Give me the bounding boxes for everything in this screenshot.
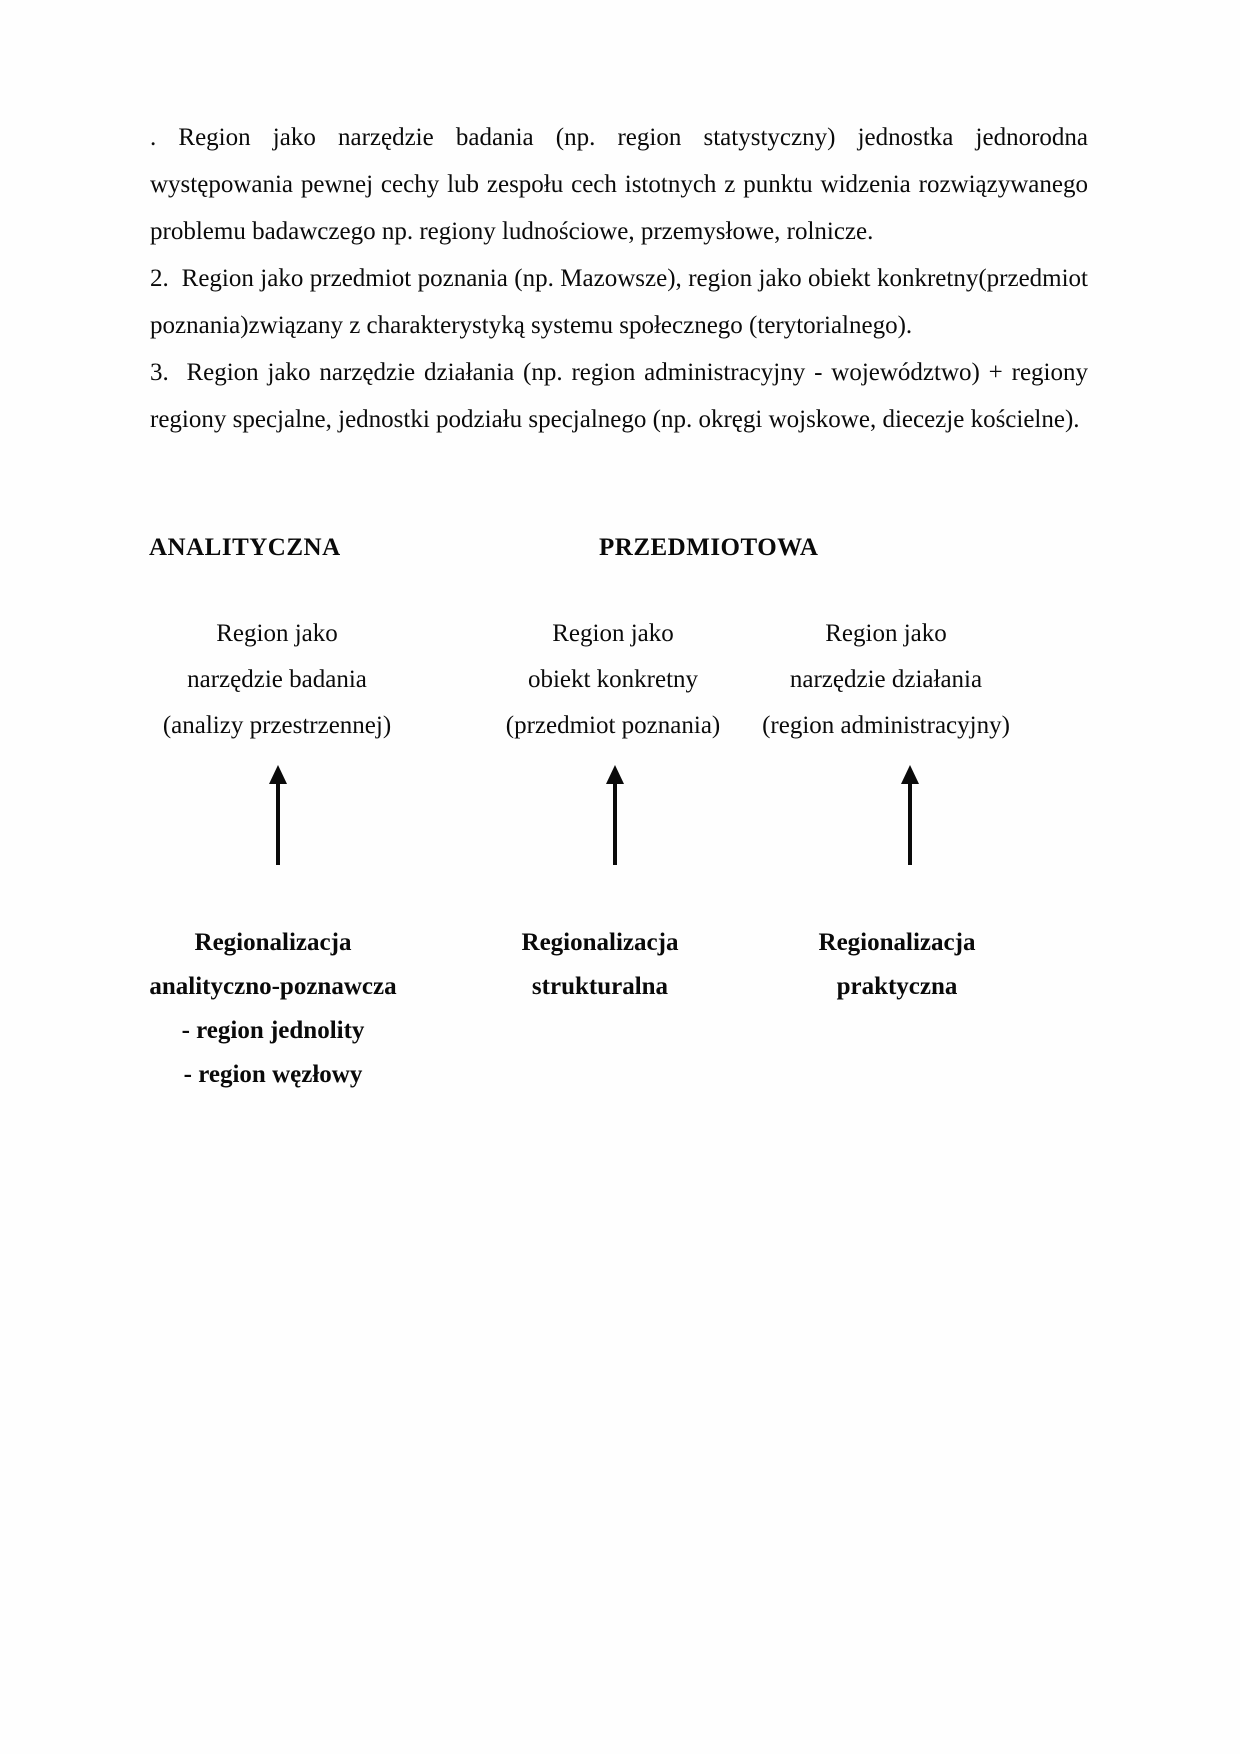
regionalization-column-practical bbox=[707, 921, 1087, 1009]
regionalization-column-analytic-cognitive bbox=[83, 921, 463, 1097]
concept-line: narzędzie badania bbox=[187, 666, 367, 693]
heading-analityczna: ANALITYCZNA bbox=[149, 534, 341, 561]
arrow-shaft bbox=[908, 784, 912, 865]
concept-column-action-tool bbox=[716, 611, 1056, 749]
regionalization-line: Regionalizacja bbox=[818, 929, 976, 956]
paragraph-region-as-object-of-cognition: 2. Region jako przedmiot poznania (np. Mazowsze), region jako obiekt konkretny(przedmiot poznania)związany z charakterystyką systemu społecznego (terytorialnego). bbox=[150, 265, 1088, 339]
regionalization-line: Regionalizacja bbox=[521, 929, 679, 956]
concept-line: (region administracyjny) bbox=[762, 712, 1010, 739]
regionalization-line: strukturalna bbox=[531, 973, 669, 1000]
arrow-head bbox=[901, 765, 919, 784]
paragraph-region-as-research-tool: . Region jako narzędzie badania (np. region statystyczny) jednostka jednorodna występowania pewnej cechy lub zespołu cech istotnych z punktu widzenia rozwiązywanego problemu badawczego np. regiony ludnościowe, przemysłowe, rolnicze. bbox=[150, 124, 1088, 245]
concept-column-research-tool bbox=[107, 611, 447, 749]
concept-line: Region jako bbox=[552, 620, 674, 647]
concept-line: Region jako bbox=[825, 620, 947, 647]
intro-text-block bbox=[150, 114, 1088, 443]
concept-line: (analizy przestrzennej) bbox=[162, 712, 392, 739]
up-arrow-icon bbox=[606, 765, 624, 865]
regionalization-line: praktyczna bbox=[836, 973, 958, 1000]
heading-przedmiotowa: PRZEDMIOTOWA bbox=[599, 534, 819, 561]
regionalization-line: Regionalizacja bbox=[194, 929, 352, 956]
regionalization-line: - region węzłowy bbox=[183, 1061, 363, 1088]
concept-line: obiekt konkretny bbox=[527, 666, 699, 693]
regionalization-line: analityczno-poznawcza bbox=[149, 973, 397, 1000]
arrow-head bbox=[269, 765, 287, 784]
arrow-shaft bbox=[276, 784, 280, 865]
arrow-shaft bbox=[613, 784, 617, 865]
concept-line: Region jako bbox=[216, 620, 338, 647]
regionalization-line: - region jednolity bbox=[181, 1017, 365, 1044]
up-arrow-icon bbox=[269, 765, 287, 865]
up-arrow-icon bbox=[901, 765, 919, 865]
paragraph-region-as-action-tool: 3. Region jako narzędzie działania (np. region administracyjny - województwo) + regiony regiony specjalne, jednostki podziału specjalnego (np. okręgi wojskowe, diecezje kościelne). bbox=[150, 359, 1088, 433]
concept-line: narzędzie działania bbox=[789, 666, 983, 693]
arrow-head bbox=[606, 765, 624, 784]
concept-line: (przedmiot poznania) bbox=[505, 712, 721, 739]
